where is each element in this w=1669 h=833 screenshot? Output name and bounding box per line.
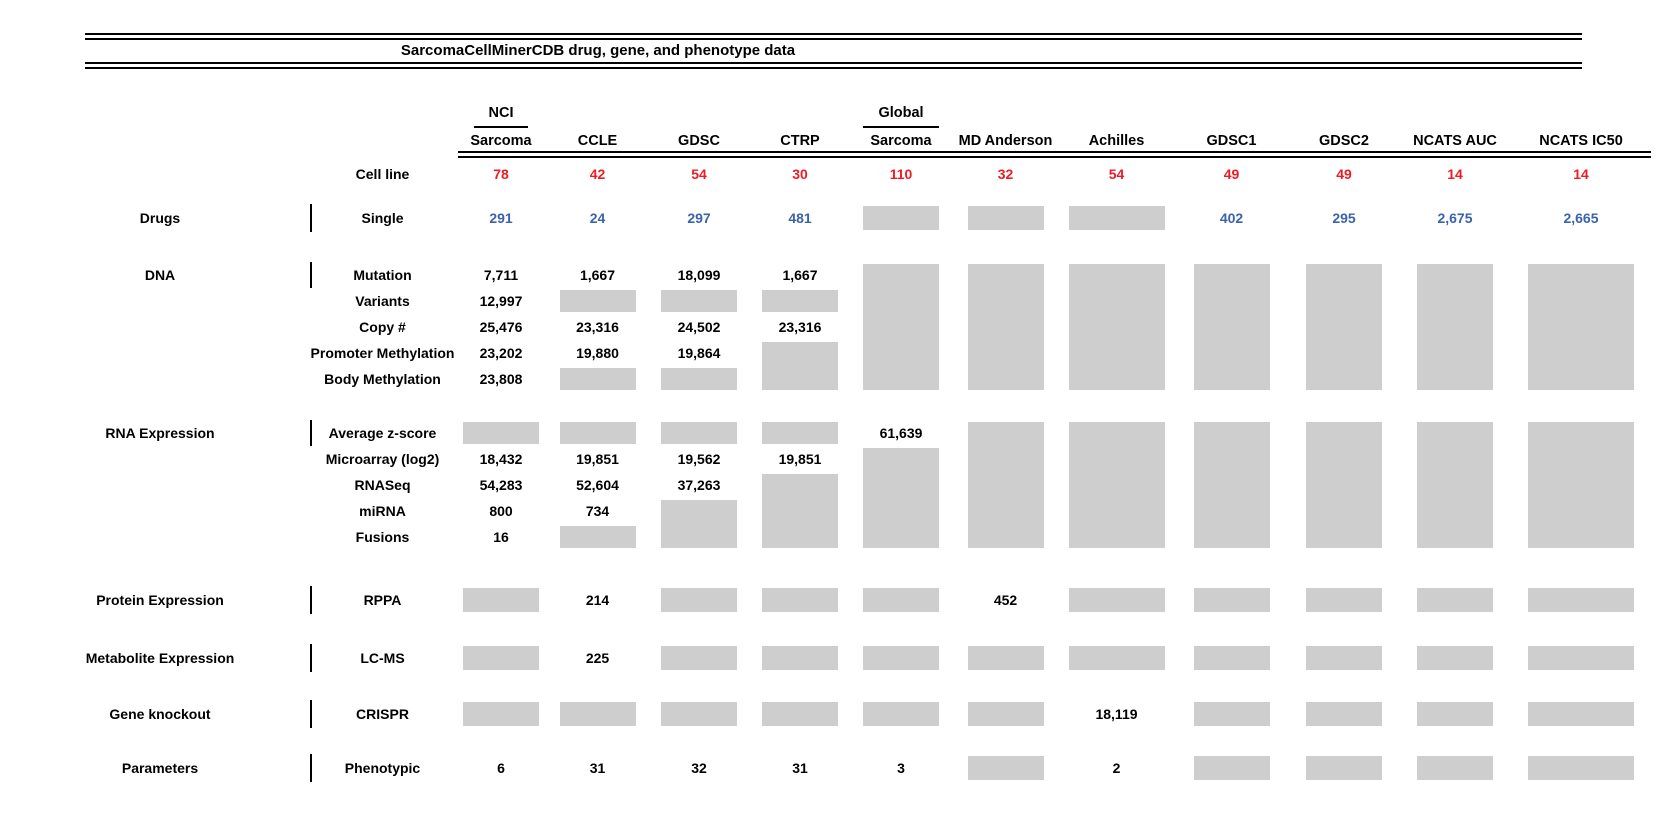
data-gap-box (968, 206, 1044, 230)
value-cell: 31 (792, 760, 808, 776)
column-header-label: GDSC1 (1206, 133, 1257, 149)
row-label: Fusions (355, 529, 410, 545)
data-gap-box (1306, 756, 1382, 780)
data-gap-box (968, 702, 1044, 726)
column-header (1059, 94, 1174, 151)
data-gap-box (1194, 756, 1270, 780)
column-header (1399, 94, 1511, 151)
data-gap-box (1417, 422, 1493, 548)
section-label: DNA (144, 267, 176, 283)
figure-table (0, 33, 1669, 833)
data-gap-box (863, 206, 939, 230)
cell-line-count: 54 (691, 166, 707, 182)
value-cell: 452 (993, 592, 1018, 608)
data-gap-box (1528, 756, 1634, 780)
data-gap-box (560, 702, 636, 726)
value-cell: 3 (897, 760, 905, 776)
data-gap-box (968, 264, 1044, 390)
data-gap-box (1528, 264, 1634, 390)
data-gap-box (1528, 422, 1634, 548)
column-header-label: MD Anderson (958, 133, 1053, 149)
column-header (750, 94, 850, 151)
data-gap-box (863, 588, 939, 612)
data-gap-box (661, 500, 737, 548)
value-cell: 31 (589, 760, 606, 776)
value-cell: 297 (687, 210, 711, 226)
value-cell: 24 (589, 210, 606, 226)
header-rule (458, 151, 1651, 158)
figure-title: SarcomaCellMinerCDB drug, gene, and phenotype data (400, 42, 796, 59)
column-header-label: GDSC2 (1319, 133, 1369, 149)
column-header (1174, 94, 1289, 151)
data-gap-box (1194, 702, 1270, 726)
cell-line-count: 49 (1223, 166, 1240, 182)
value-cell: 225 (585, 650, 610, 666)
section-metabolite-expression (10, 644, 1651, 672)
column-header-label: Sarcoma (870, 133, 932, 149)
value-cell: 24,502 (677, 319, 721, 335)
value-cell: 25,476 (479, 319, 523, 335)
value-cell: 18,119 (1095, 706, 1138, 722)
row-label: Microarray (log2) (325, 451, 440, 467)
cell-line-label: Cell line (355, 166, 410, 182)
value-cell: 2,665 (1563, 210, 1599, 226)
column-header-row (10, 94, 1651, 151)
data-gap-box (1306, 422, 1382, 548)
value-cell: 1,667 (782, 267, 818, 283)
data-gap-box (1417, 756, 1493, 780)
cell-line-count: 14 (1573, 166, 1589, 182)
value-cell: 214 (585, 592, 610, 608)
top-rule (85, 33, 1582, 40)
column-header-label: Sarcoma (470, 133, 532, 149)
section-label: Drugs (139, 210, 181, 226)
row-label: Body Methylation (324, 371, 441, 387)
value-cell: 2 (1112, 760, 1121, 776)
column-header (648, 94, 750, 151)
value-cell: 19,851 (778, 451, 822, 467)
cell-line-row (10, 160, 1651, 188)
data-gap-box (863, 646, 939, 670)
value-cell: 12,997 (479, 293, 523, 309)
value-cell: 19,851 (576, 451, 619, 467)
cell-line-count: 14 (1447, 166, 1463, 182)
value-cell: 800 (489, 503, 513, 519)
data-gap-box (1194, 646, 1270, 670)
data-gap-box (661, 290, 737, 312)
data-gap-box (1528, 588, 1634, 612)
data-gap-box (1528, 646, 1634, 670)
data-gap-box (968, 646, 1044, 670)
data-gap-box (1194, 588, 1270, 612)
data-gap-box (1194, 264, 1270, 390)
data-gap-box (463, 702, 539, 726)
data-gap-box (661, 588, 737, 612)
value-cell: 61,639 (879, 425, 923, 441)
row-label: CRISPR (356, 706, 409, 722)
cell-line-count: 49 (1336, 166, 1352, 182)
data-gap-box (463, 422, 539, 444)
cell-line-count: 30 (792, 166, 808, 182)
section-label: RNA Expression (105, 425, 215, 441)
section-dna (10, 262, 1651, 392)
data-gap-box (1306, 588, 1382, 612)
data-gap-box (1417, 264, 1493, 390)
column-header-top-line: NCI (474, 104, 529, 128)
data-gap-box (762, 422, 838, 444)
cell-line-count: 32 (997, 166, 1014, 182)
data-gap-box (762, 588, 838, 612)
data-gap-box (1194, 422, 1270, 548)
column-header (1289, 94, 1399, 151)
row-label: Copy # (359, 319, 406, 335)
data-gap-box (560, 368, 636, 390)
value-cell: 54,283 (479, 477, 523, 493)
data-gap-box (1528, 702, 1634, 726)
value-cell: 52,604 (576, 477, 619, 493)
cell-line-count: 42 (589, 166, 606, 182)
data-gap-box (863, 448, 939, 548)
row-label: LC-MS (360, 650, 405, 666)
value-cell: 402 (1219, 210, 1244, 226)
data-gap-box (1069, 206, 1165, 230)
value-cell: 481 (788, 210, 812, 226)
column-header (850, 94, 952, 151)
data-gap-box (968, 756, 1044, 780)
row-label: Phenotypic (344, 760, 421, 776)
data-gap-box (863, 702, 939, 726)
value-cell: 23,202 (479, 345, 523, 361)
data-gap-box (560, 422, 636, 444)
sections-container (0, 204, 1669, 782)
value-cell: 6 (497, 760, 505, 776)
column-header-top-line: Global (863, 104, 938, 128)
data-gap-box (1306, 646, 1382, 670)
column-header (952, 94, 1059, 151)
value-cell: 23,316 (778, 319, 822, 335)
value-cell: 7,711 (483, 267, 519, 283)
cell-line-count: 54 (1108, 166, 1125, 182)
title-bottom-rule (85, 62, 1582, 69)
data-gap-box (1417, 646, 1493, 670)
data-gap-box (1069, 422, 1165, 548)
column-header-label: NCATS IC50 (1539, 133, 1623, 149)
data-gap-box (762, 474, 838, 548)
data-gap-box (762, 342, 838, 390)
data-gap-box (560, 526, 636, 548)
data-gap-box (560, 290, 636, 312)
cell-line-count: 78 (493, 166, 509, 182)
column-header (455, 94, 547, 151)
data-gap-box (1417, 588, 1493, 612)
value-cell: 2,675 (1437, 210, 1473, 226)
section-label: Gene knockout (109, 706, 211, 722)
section-parameters (10, 754, 1651, 782)
data-gap-box (762, 646, 838, 670)
row-label: RPPA (363, 592, 402, 608)
data-gap-box (661, 646, 737, 670)
row-label: RNASeq (354, 477, 411, 493)
value-cell: 734 (585, 503, 610, 519)
value-cell: 1,667 (579, 267, 616, 283)
value-cell: 291 (489, 210, 513, 226)
column-header-label: GDSC (678, 133, 720, 149)
value-cell: 18,099 (677, 267, 721, 283)
data-gap-box (1069, 588, 1165, 612)
section-label: Metabolite Expression (85, 650, 235, 666)
data-gap-box (1069, 264, 1165, 390)
data-gap-box (1306, 264, 1382, 390)
column-header-label: CCLE (577, 133, 618, 149)
data-gap-box (661, 368, 737, 390)
value-cell: 32 (691, 760, 707, 776)
value-cell: 37,263 (677, 477, 721, 493)
data-gap-box (1417, 702, 1493, 726)
row-label: Variants (355, 293, 410, 309)
column-header (547, 94, 648, 151)
section-rna-expression (10, 420, 1651, 550)
value-cell: 19,880 (576, 345, 619, 361)
value-cell: 19,562 (677, 451, 721, 467)
value-cell: 16 (493, 529, 509, 545)
row-label: miRNA (359, 503, 406, 519)
value-cell: 295 (1332, 210, 1356, 226)
data-gap-box (1306, 702, 1382, 726)
row-label: Promoter Methylation (310, 345, 455, 361)
column-header-label: NCATS AUC (1413, 133, 1497, 149)
data-gap-box (463, 646, 539, 670)
data-gap-box (863, 264, 939, 390)
value-cell: 23,316 (576, 319, 619, 335)
column-header-label: CTRP (780, 133, 820, 149)
data-gap-box (762, 290, 838, 312)
section-protein-expression (10, 586, 1651, 614)
data-gap-box (762, 702, 838, 726)
section-label: Parameters (121, 760, 199, 776)
value-cell: 23,808 (479, 371, 523, 387)
data-gap-box (463, 588, 539, 612)
column-header (1511, 94, 1651, 151)
data-gap-box (661, 422, 737, 444)
column-header-label: Achilles (1088, 133, 1145, 149)
section-drugs (10, 204, 1651, 232)
value-cell: 18,432 (479, 451, 523, 467)
section-label: Protein Expression (96, 592, 224, 608)
value-cell: 19,864 (677, 345, 721, 361)
section-gene-knockout (10, 700, 1651, 728)
row-label: Average z-score (328, 425, 437, 441)
cell-line-count: 110 (889, 166, 913, 182)
data-gap-box (968, 422, 1044, 548)
row-label: Mutation (353, 267, 412, 283)
data-gap-box (1069, 646, 1165, 670)
row-label: Single (361, 210, 404, 226)
data-gap-box (661, 702, 737, 726)
